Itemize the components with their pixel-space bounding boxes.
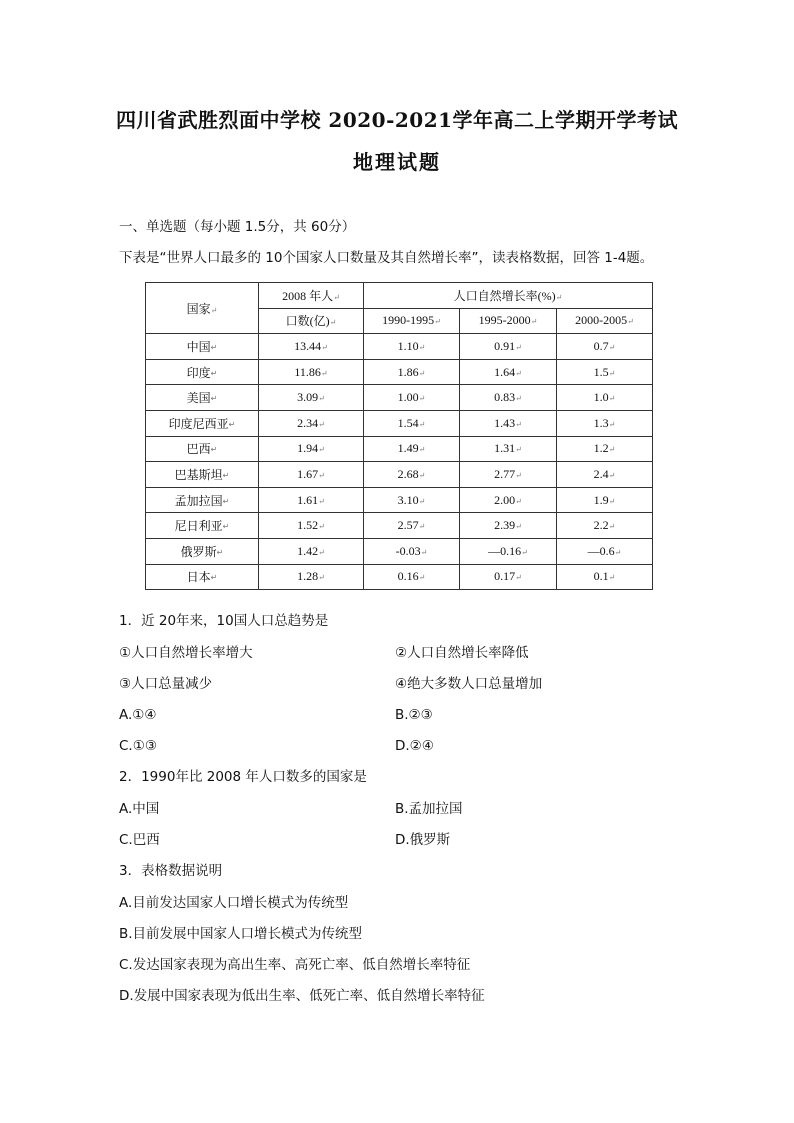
growth-1995-2000-cell: 1.31↵ (460, 436, 557, 462)
country-cell: 日本↵ (146, 564, 259, 590)
growth-1995-2000-cell: 2.77↵ (460, 462, 557, 488)
header-period-1: 1990-1995↵ (364, 308, 460, 334)
growth-1990-1995-cell: 1.49↵ (364, 436, 460, 462)
population-cell: 1.61↵ (259, 487, 364, 513)
growth-1990-1995-cell: 3.10↵ (364, 487, 460, 513)
header-country: 国家↵ (146, 283, 259, 334)
question-1-statement-1: ①人口自然增长率增大 (119, 645, 253, 661)
growth-2000-2005-cell: 2.2↵ (557, 513, 653, 539)
growth-1990-1995-cell: -0.03↵ (364, 538, 460, 564)
document-title: 四川省武胜烈面中学校 2020-2021学年高二上学期开学考试 (115, 108, 679, 132)
growth-1995-2000-cell: 0.83↵ (460, 385, 557, 411)
country-cell: 巴西↵ (146, 436, 259, 462)
table-row (146, 385, 653, 411)
population-cell: 1.94↵ (259, 436, 364, 462)
growth-2000-2005-cell: 1.0↵ (557, 385, 653, 411)
table-row (146, 462, 653, 488)
country-cell: 俄罗斯↵ (146, 538, 259, 564)
question-1-statement-4: ④绝大多数人口总量增加 (395, 676, 543, 692)
growth-1995-2000-cell: 0.91↵ (460, 334, 557, 360)
question-2-option-a: A.中国 (119, 801, 160, 817)
growth-1990-1995-cell: 2.57↵ (364, 513, 460, 539)
growth-1990-1995-cell: 1.54↵ (364, 410, 460, 436)
growth-2000-2005-cell: —0.6↵ (557, 538, 653, 564)
question-1-stem: 1．近 20年来，10国人口总趋势是 (119, 613, 329, 629)
country-cell: 尼日利亚↵ (146, 513, 259, 539)
population-cell: 1.67↵ (259, 462, 364, 488)
population-cell: 3.09↵ (259, 385, 364, 411)
table-row (146, 564, 653, 590)
table-row (146, 334, 653, 360)
question-1-statement-2: ②人口自然增长率降低 (395, 645, 529, 661)
growth-1990-1995-cell: 0.16↵ (364, 564, 460, 590)
growth-1990-1995-cell: 1.86↵ (364, 359, 460, 385)
table-row (146, 513, 653, 539)
growth-2000-2005-cell: 0.7↵ (557, 334, 653, 360)
question-3-option-d: D.发展中国家表现为低出生率、低死亡率、低自然增长率特征 (119, 988, 485, 1004)
growth-2000-2005-cell: 1.2↵ (557, 436, 653, 462)
header-growth-group: 人口自然增长率(%)↵ (364, 283, 653, 309)
country-cell: 印度尼西亚↵ (146, 410, 259, 436)
population-cell: 1.28↵ (259, 564, 364, 590)
population-cell: 2.34↵ (259, 410, 364, 436)
table-row (146, 538, 653, 564)
growth-1995-2000-cell: 0.17↵ (460, 564, 557, 590)
question-3-stem: 3．表格数据说明 (119, 863, 223, 879)
question-3-option-c: C.发达国家表现为高出生率、高死亡率、低自然增长率特征 (119, 957, 471, 973)
growth-1990-1995-cell: 1.00↵ (364, 385, 460, 411)
question-2-stem: 2．1990年比 2008 年人口数多的国家是 (119, 769, 367, 785)
growth-2000-2005-cell: 1.9↵ (557, 487, 653, 513)
question-1-option-d: D.②④ (395, 738, 434, 754)
table-row (146, 487, 653, 513)
growth-1995-2000-cell: 1.43↵ (460, 410, 557, 436)
population-cell: 11.86↵ (259, 359, 364, 385)
table-row (146, 359, 653, 385)
growth-1990-1995-cell: 1.10↵ (364, 334, 460, 360)
population-cell: 1.52↵ (259, 513, 364, 539)
question-2-option-c: C.巴西 (119, 832, 160, 848)
growth-2000-2005-cell: 1.3↵ (557, 410, 653, 436)
country-cell: 中国↵ (146, 334, 259, 360)
question-2-option-b: B.孟加拉国 (395, 801, 463, 817)
country-cell: 印度↵ (146, 359, 259, 385)
population-cell: 1.42↵ (259, 538, 364, 564)
header-population-line1: 2008 年人↵ (259, 283, 364, 309)
growth-1990-1995-cell: 2.68↵ (364, 462, 460, 488)
population-cell: 13.44↵ (259, 334, 364, 360)
header-period-3: 2000-2005↵ (557, 308, 653, 334)
header-population-line2: 口数(亿)↵ (259, 308, 364, 334)
growth-1995-2000-cell: 1.64↵ (460, 359, 557, 385)
country-cell: 美国↵ (146, 385, 259, 411)
country-cell: 巴基斯坦↵ (146, 462, 259, 488)
table-row (146, 410, 653, 436)
population-table (145, 282, 653, 590)
growth-2000-2005-cell: 0.1↵ (557, 564, 653, 590)
document-subtitle: 地理试题 (353, 150, 441, 174)
question-1-statement-3: ③人口总量减少 (119, 676, 213, 692)
growth-2000-2005-cell: 2.4↵ (557, 462, 653, 488)
growth-2000-2005-cell: 1.5↵ (557, 359, 653, 385)
question-1-option-b: B.②③ (395, 707, 433, 723)
table-row (146, 436, 653, 462)
growth-1995-2000-cell: 2.00↵ (460, 487, 557, 513)
question-2-option-d: D.俄罗斯 (395, 832, 451, 848)
question-intro: 下表是“世界人口最多的 10个国家人口数量及其自然增长率”，读表格数据，回答 1-4题。 (119, 250, 654, 266)
question-1-option-c: C.①③ (119, 738, 157, 754)
question-1-option-a: A.①④ (119, 707, 157, 723)
growth-1995-2000-cell: —0.16↵ (460, 538, 557, 564)
country-cell: 孟加拉国↵ (146, 487, 259, 513)
section-heading: 一、单选题（每小题 1.5分，共 60分） (119, 219, 356, 235)
question-3-option-a: A.目前发达国家人口增长模式为传统型 (119, 895, 349, 911)
question-3-option-b: B.目前发展中国家人口增长模式为传统型 (119, 926, 363, 942)
header-period-2: 1995-2000↵ (460, 308, 557, 334)
growth-1995-2000-cell: 2.39↵ (460, 513, 557, 539)
